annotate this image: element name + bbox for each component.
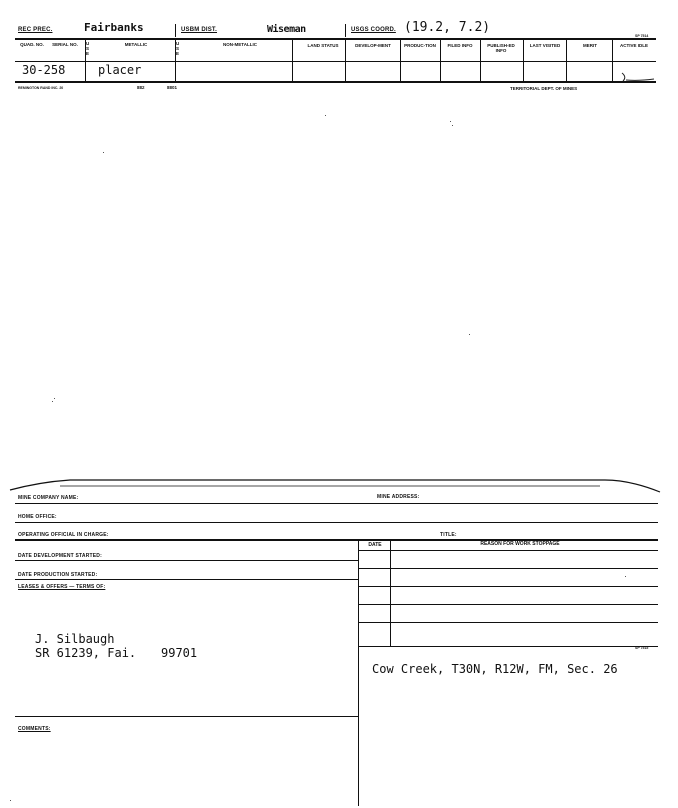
date-development-label: DATE DEVELOPMENT STARTED: xyxy=(18,553,102,559)
usgs-coord-label: USGS COORD. xyxy=(351,27,396,33)
lessee-zip: 99701 xyxy=(161,646,198,660)
col-filed-info: FILED INFO xyxy=(447,43,473,48)
reason-col-header: REASON FOR WORK STOPPAGE xyxy=(480,541,560,547)
quad-serial-value: 30-258 xyxy=(22,63,66,77)
operating-official-label: OPERATING OFFICIAL IN CHARGE: xyxy=(18,532,109,538)
date-col-header: DATE xyxy=(368,542,382,548)
col-metallic: METALLIC xyxy=(124,42,148,47)
top-card xyxy=(0,0,678,110)
mine-company-label: MINE COMPANY NAME: xyxy=(18,495,79,501)
usbm-dist-value: Wiseman xyxy=(267,24,306,35)
rec-prec-label: REC PREC. xyxy=(18,27,53,33)
dept-label: TERRITORIAL DEPT. OF MINES xyxy=(510,86,578,91)
mine-address-label: MINE ADDRESS: xyxy=(377,494,420,500)
home-office-label: HOME OFFICE: xyxy=(18,514,57,520)
printer-name: REMINGTON RAND INC. 20 xyxy=(18,86,64,90)
col-serial-no: SERIAL NO. xyxy=(52,42,78,47)
col-land-status: LAND STATUS xyxy=(307,43,339,48)
col-last-visited: LAST VISITED xyxy=(529,43,561,48)
col-non-metallic: NON-METALLIC xyxy=(223,42,257,47)
col-merit: MERIT xyxy=(583,43,597,48)
col-use-nonmetallic: U S E xyxy=(176,41,180,56)
usgs-coord-value: (19.2, 7.2) xyxy=(404,20,491,35)
leases-label: LEASES & OFFERS — TERMS OF: xyxy=(18,584,106,590)
col-development: DEVELOP-MENT xyxy=(355,43,391,48)
lessee-name: J. Silbaugh xyxy=(35,632,115,646)
printer-code-2: 8801 xyxy=(167,85,178,90)
form-code-top: SP 7514 xyxy=(635,34,649,38)
lessee-address: SR 61239, Fai. xyxy=(35,646,137,660)
col-active-idle: ACTIVE IDLE xyxy=(619,43,648,48)
check-mark-icon xyxy=(618,71,658,83)
rec-prec-value: Fairbanks xyxy=(84,21,144,34)
col-use-metallic: U S E xyxy=(86,41,90,56)
printer-code-1: 882 xyxy=(137,85,145,90)
metallic-value: placer xyxy=(98,63,142,77)
col-published-info: PUBLISH-ED INFO xyxy=(487,43,515,53)
title-label: TITLE: xyxy=(440,532,457,538)
form-code-bottom: SP 7515 xyxy=(635,646,649,650)
date-production-label: DATE PRODUCTION STARTED: xyxy=(18,572,98,578)
location-value: Cow Creek, T30N, R12W, FM, Sec. 26 xyxy=(372,662,618,676)
col-quad-no: QUAD. NO. xyxy=(20,42,44,47)
bottom-card xyxy=(0,470,678,808)
comments-label: COMMENTS: xyxy=(18,726,51,732)
col-production: PRODUC-TION xyxy=(404,43,436,48)
usbm-dist-label: USBM DIST. xyxy=(181,27,218,33)
card-edge xyxy=(0,470,678,494)
